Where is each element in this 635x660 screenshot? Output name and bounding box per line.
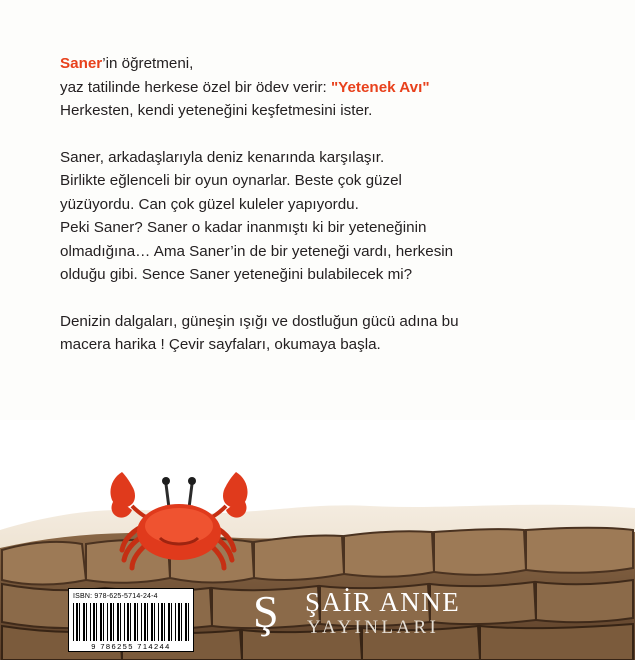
blurb-line: olmadığına… Ama Saner’in de bir yeteneği vardı, herkesin — [60, 242, 454, 260]
blurb-line — [60, 55, 193, 72]
blurb-paragraph-1 — [60, 52, 570, 123]
blurb-line: Peki Saner? Saner o kadar inanmıştı ki bir yeteneğinin — [60, 219, 427, 236]
blurb-line: yüzüyordu. Can çok güzel kuleler yapıyordu. — [60, 195, 359, 213]
isbn-barcode — [68, 588, 194, 652]
blurb-line: olduğu gibi. Sence Saner yeteneğini bulabilecek mi? — [60, 266, 413, 283]
blurb-paragraph-2 — [60, 146, 570, 287]
book-theme-yetenek-avi: "Yetenek Avı" — [330, 78, 430, 96]
blurb-text-run: yaz tatilinde herkese özel bir ödev verir: — [60, 78, 331, 96]
isbn-label: ISBN: 978-625-5714-24-4 — [73, 593, 158, 600]
publisher-logo — [253, 585, 493, 649]
blurb-line: Birlikte eğlenceli bir oyun oynarlar. Beste çok güzel — [60, 172, 402, 189]
blurb-paragraph-3 — [60, 310, 570, 357]
crab-eye-right — [188, 477, 196, 485]
character-name-saner: Saner — [60, 55, 103, 72]
blurb-line — [60, 79, 430, 96]
blurb-line: Denizin dalgaları, güneşin ışığı ve dostluğun gücü adına bu — [60, 312, 459, 330]
crab-eye-left — [162, 477, 170, 485]
blurb-line: Saner, arkadaşlarıyla deniz kenarında karşılaşır. — [60, 148, 385, 166]
blurb-line: Herkesten, kendi yeteneğini keşfetmesini ister. — [60, 102, 373, 119]
publisher-monogram-icon: Ş — [253, 586, 279, 637]
publisher-name: ŞAİR ANNE — [305, 587, 461, 617]
barcode-number: 9 786255 714244 — [91, 642, 171, 651]
blurb-text-run: ’in öğretmeni, — [102, 55, 194, 72]
crab-body-highlight — [145, 508, 213, 544]
blurb-text — [60, 52, 570, 357]
blurb-line: macera harika ! Çevir sayfaları, okumaya başla. — [60, 336, 381, 353]
barcode-bars — [73, 603, 189, 641]
publisher-subtitle: YAYINLARI — [307, 617, 440, 638]
